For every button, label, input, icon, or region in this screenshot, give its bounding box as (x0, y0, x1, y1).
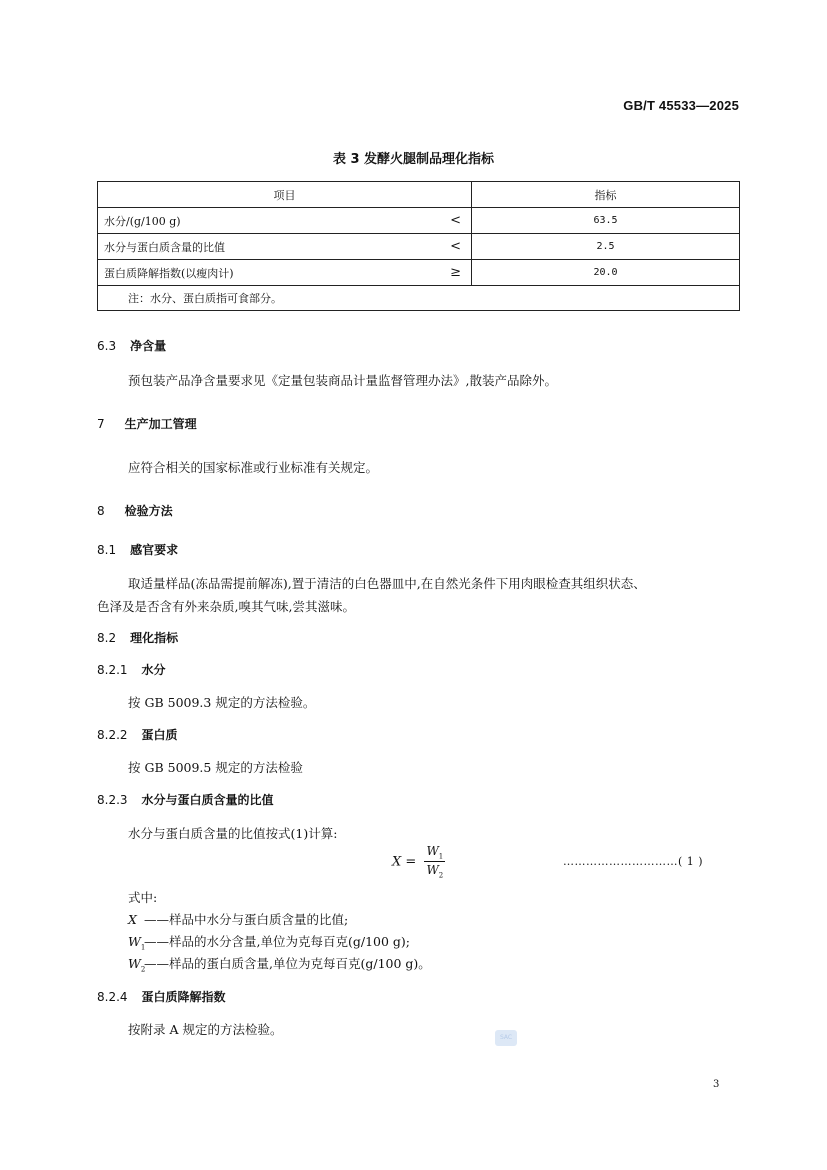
standard-number: GB/T 45533—2025 (623, 98, 739, 113)
row-value: 20.0 (472, 260, 740, 286)
heading-8-2 (97, 629, 178, 646)
row-value: 63.5 (472, 208, 740, 234)
formula-lhs: X (392, 854, 402, 870)
section-title: 水分 (141, 663, 166, 677)
heading-8 (97, 502, 173, 519)
heading-6-3 (97, 337, 166, 354)
paragraph-line: 色泽及是否含有外来杂质,嗅其气味,尝其滋味。 (97, 599, 355, 614)
table-row (98, 234, 740, 260)
watermark-logo: SAC (495, 1030, 517, 1046)
paragraph-line: 取适量样品(冻品需提前解冻),置于清洁的白色器皿中,在自然光条件下用肉眼检查其组织状态、 (128, 576, 646, 591)
section-number: 8.2.1 (97, 663, 128, 677)
formula-definition: $W_2——$样品的蛋白质含量,单位为克每百克(g/100 g)。 (128, 956, 431, 974)
row-item: 水分/(g/100 g) (98, 208, 416, 234)
row-operator: < (415, 208, 472, 234)
section-number: 8.2 (97, 631, 117, 645)
heading-8-2-4 (97, 988, 226, 1005)
section-number: 8.1 (97, 543, 117, 557)
paragraph: 按附录 A 规定的方法检验。 (128, 1022, 283, 1037)
equation-number: …………………………( 1 ) (563, 855, 704, 868)
formula-equals: = (405, 854, 417, 870)
formula-denominator: $W_2$ (426, 863, 444, 880)
page-number: 3 (713, 1079, 720, 1090)
section-title: 感官要求 (130, 543, 179, 557)
section-number: 8.2.3 (97, 793, 128, 807)
table-row (98, 208, 740, 234)
formula-definition: $W_1——$样品的水分含量,单位为克每百克(g/100 g); (128, 934, 410, 952)
col-item-header: 项目 (98, 182, 472, 208)
table-title: 表 3 发酵火腿制品理化指标 (332, 152, 495, 167)
paragraph: 应符合相关的国家标准或行业标准有关规定。 (128, 460, 379, 475)
section-title: 水分与蛋白质含量的比值 (141, 793, 274, 807)
section-number: 8.2.2 (97, 728, 128, 742)
row-operator: ≥ (415, 260, 472, 286)
section-title: 检验方法 (124, 504, 173, 518)
formula (392, 844, 445, 880)
heading-8-2-1 (97, 661, 166, 678)
section-title: 蛋白质降解指数 (141, 990, 226, 1004)
formula-fraction (424, 844, 445, 880)
paragraph: 按 GB 5009.5 规定的方法检验 (128, 760, 303, 775)
paragraph: 预包装产品净含量要求见《定量包装商品计量监督管理办法》,散装产品除外。 (128, 373, 557, 388)
row-item: 蛋白质降解指数(以瘦肉计) (98, 260, 416, 286)
heading-8-2-2 (97, 726, 178, 743)
formula-numerator: $W_1$ (426, 844, 444, 861)
paragraph: 水分与蛋白质含量的比值按式(1)计算: (128, 826, 338, 841)
section-title: 蛋白质 (141, 728, 178, 742)
section-title: 生产加工管理 (124, 417, 197, 431)
row-value: 2.5 (472, 234, 740, 260)
row-operator: < (415, 234, 472, 260)
table-header-row (98, 182, 740, 208)
formula-definition: X ——样品中水分与蛋白质含量的比值; (128, 912, 349, 927)
section-title: 理化指标 (130, 631, 179, 645)
section-number: 8 (97, 504, 105, 518)
table-note: 注：水分、蛋白质指可食部分。 (98, 286, 740, 311)
row-item: 水分与蛋白质含量的比值 (98, 234, 416, 260)
heading-7 (97, 415, 197, 432)
table-row (98, 260, 740, 286)
paragraph: 按 GB 5009.3 规定的方法检验。 (128, 695, 316, 710)
section-number: 6.3 (97, 339, 117, 353)
where-label: 式中: (128, 890, 158, 905)
heading-8-2-3 (97, 791, 274, 808)
section-title: 净含量 (130, 339, 167, 353)
table-note-row (98, 286, 740, 311)
section-number: 8.2.4 (97, 990, 128, 1004)
spec-table (97, 181, 740, 311)
col-index-header: 指标 (472, 182, 740, 208)
heading-8-1 (97, 541, 178, 558)
section-number: 7 (97, 417, 105, 431)
